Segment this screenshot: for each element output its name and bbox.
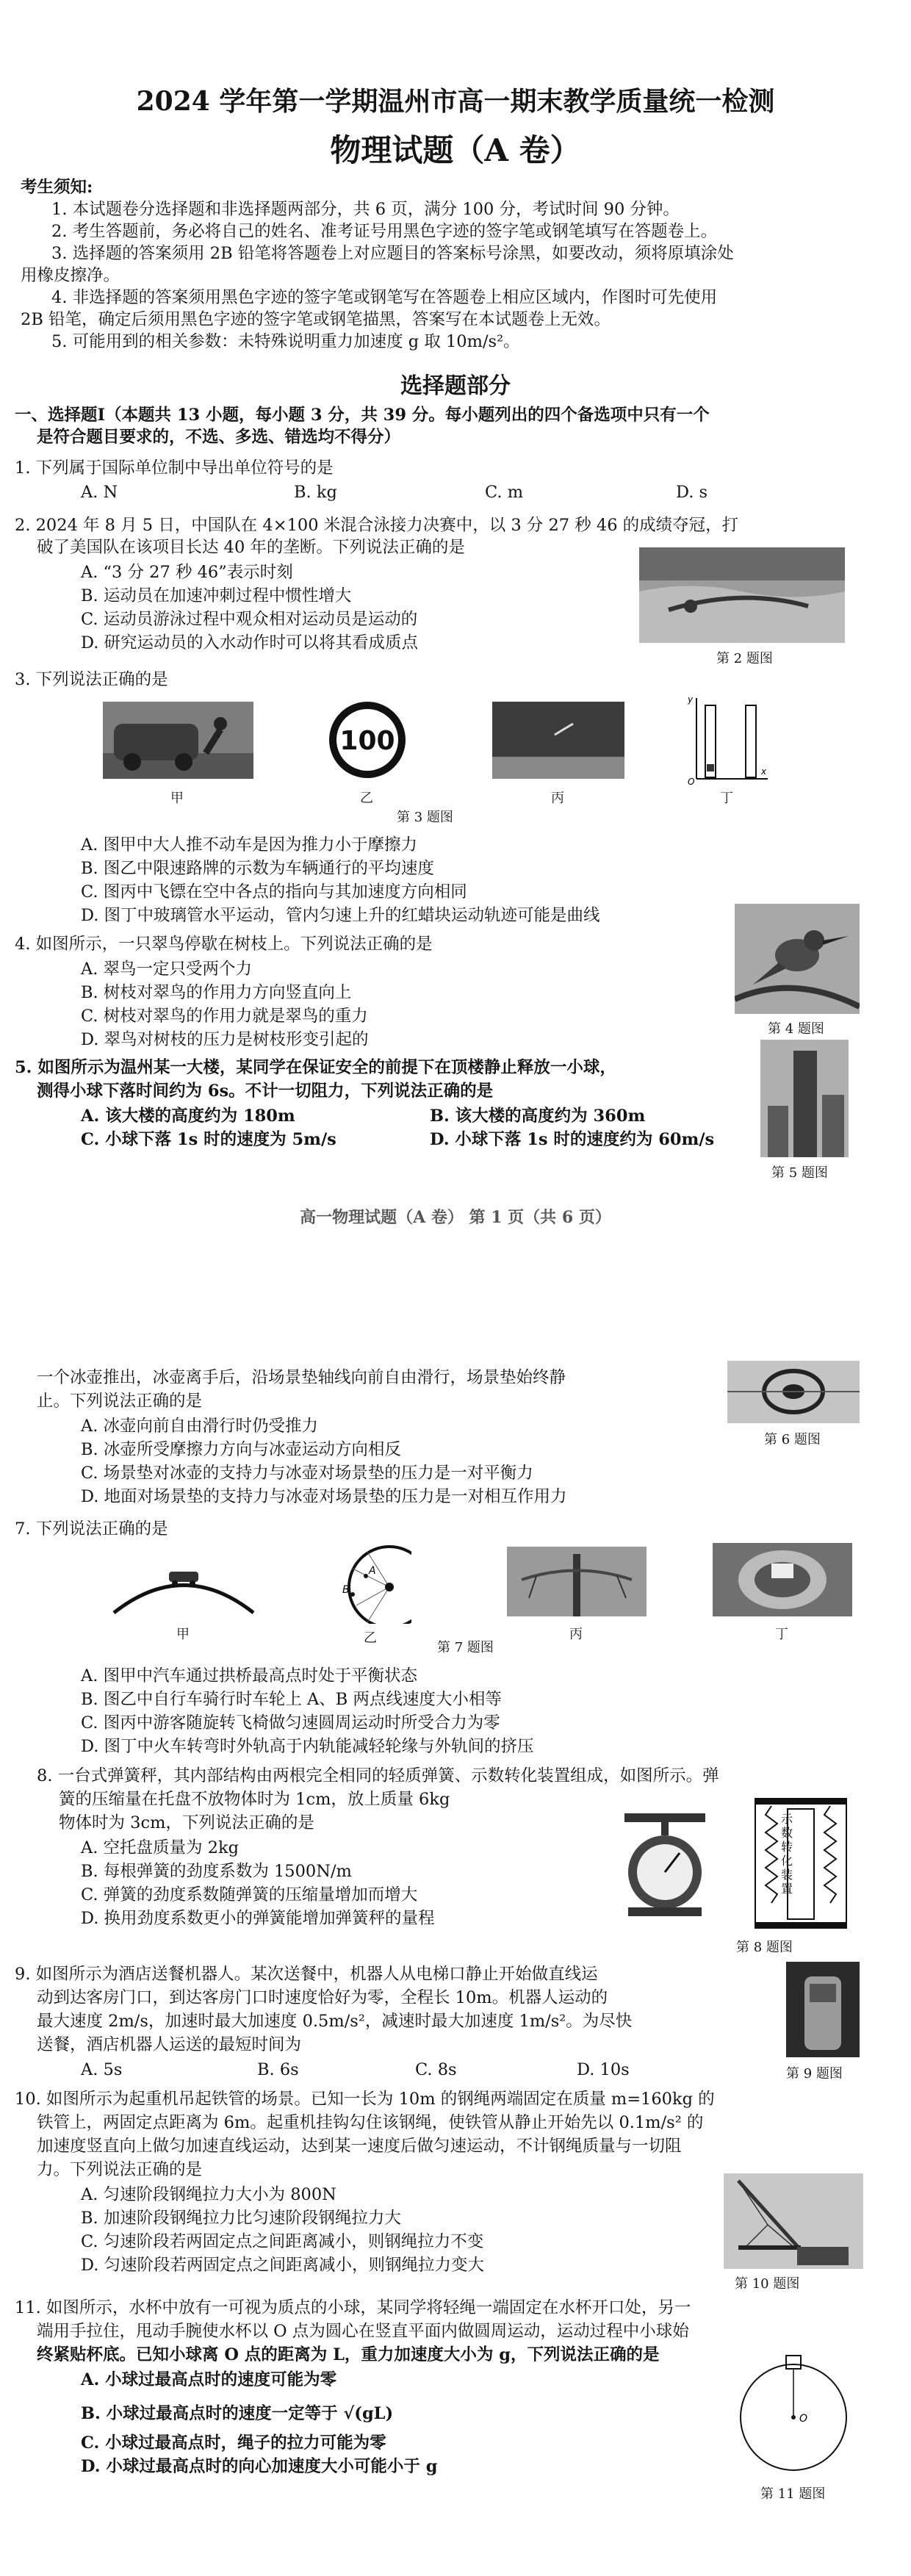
q8-option-c: C. 弹簧的劲度系数随弹簧的压缩量增加而增大 <box>81 1885 418 1904</box>
exam-page-2 <box>0 1345 911 2576</box>
q4-option-c: C. 树枝对翠鸟的作用力就是翠鸟的重力 <box>81 1007 368 1026</box>
q10-stem: 加速度竖直向上做匀加速直线运动，达到某一速度后做匀速运动，不计钢绳质量与一切阻 <box>37 2137 682 2156</box>
curling-mat-photo <box>727 1361 860 1423</box>
q2-option-c: C. 运动员游泳过程中观众相对运动员是运动的 <box>81 610 418 629</box>
q3-label-ding: 丁 <box>720 791 733 806</box>
q10-option-a: A. 匀速阶段钢绳拉力大小为 800N <box>81 2185 336 2204</box>
q3-option-c: C. 图丙中飞镖在空中各点的指向与其加速度方向相同 <box>81 882 467 902</box>
q7-label-bing: 丙 <box>569 1627 583 1642</box>
crane-photo <box>724 2173 863 2269</box>
q7-label-ding: 丁 <box>775 1627 788 1642</box>
exam-subtitle: 物理试题（A 卷） <box>330 132 581 168</box>
dart-photo <box>492 702 624 779</box>
q1-option-a: A. N <box>81 483 118 502</box>
q4-caption: 第 4 题图 <box>768 1021 824 1037</box>
q10-stem: 铁管上，两固定点距离为 6m。起重机挂钩勾住该钢绳，使铁管从静止开始先以 0.1m/s² 的 <box>37 2113 704 2132</box>
q8-caption: 第 8 题图 <box>736 1940 793 1955</box>
q2-option-a: A. “3 分 27 秒 46”表示时刻 <box>81 563 293 582</box>
q10-option-d: D. 匀速阶段若两固定点之间距离减小，则钢绳拉力变大 <box>81 2256 485 2275</box>
q11-stem: 端用手拉住，甩动手腕使水杯以 O 点为圆心在竖直平面内做圆周运动，运动过程中小球始 <box>37 2322 689 2341</box>
axis-label-origin: O <box>688 777 695 786</box>
q7-option-d: D. 图丁中火车转弯时外轨高于内轨能减轻轮缘与外轨间的挤压 <box>81 1737 534 1756</box>
q2-option-b: B. 运动员在加速冲刺过程中惯性增大 <box>81 586 352 605</box>
notice-line: 3. 选择题的答案须用 2B 铅笔将答题卷上对应题目的答案标号涂黑，如要改动，须将原填涂处 <box>51 244 734 263</box>
q9-option-c: C. 8s <box>415 2060 457 2079</box>
q4-option-a: A. 翠鸟一定只受两个力 <box>81 960 253 979</box>
q5-stem: 5. 如图所示为温州某一大楼，某同学在保证安全的前提下在顶楼静止释放一小球， <box>15 1058 616 1077</box>
q6-caption: 第 6 题图 <box>764 1432 821 1447</box>
center-o-label: O <box>799 2413 808 2425</box>
q5-caption: 第 5 题图 <box>771 1165 828 1181</box>
q8-option-a: A. 空托盘质量为 2kg <box>81 1838 240 1857</box>
q3-label-jia: 甲 <box>170 791 184 806</box>
swimmer-photo <box>639 547 845 643</box>
train-turn-photo <box>713 1543 852 1616</box>
arch-bridge-car-figure <box>110 1554 257 1616</box>
spring-scale-structure-diagram <box>749 1793 852 1932</box>
q4-option-b: B. 树枝对翠鸟的作用力方向竖直向上 <box>81 983 352 1002</box>
q1-option-c: C. m <box>485 483 524 502</box>
q11-stem: 11. 如图所示，水杯中放有一可视为质点的小球，某同学将轻绳一端固定在水杯开口处，另一 <box>15 2298 691 2317</box>
section-title: 选择题部分 <box>400 373 511 399</box>
q2-stem: 2. 2024 年 8 月 5 日，中国队在 4×100 米混合泳接力决赛中，以 3 分 27 秒 46 的成绩夺冠，打 <box>15 516 739 535</box>
q6-stem: 一个冰壶推出，冰壶离手后，沿场景垫轴线向前自由滑行，场景垫始终静 <box>37 1368 566 1387</box>
q9-stem: 最大速度 2m/s，加速时最大加速度 0.5m/s²，减速时最大加速度 1m/s²。为尽快 <box>37 2012 633 2031</box>
q3-label-bing: 丙 <box>551 791 564 806</box>
q5-option-c: C. 小球下落 1s 时的速度为 5m/s <box>81 1130 336 1149</box>
q3-caption: 第 3 题图 <box>397 810 453 825</box>
q6-option-c: C. 场景垫对冰壶的支持力与冰壶对场景垫的压力是一对平衡力 <box>81 1464 533 1483</box>
q7-option-c: C. 图丙中游客随旋转飞椅做匀速圆周运动时所受合力为零 <box>81 1713 500 1733</box>
q9-stem: 9. 如图所示为酒店送餐机器人。某次送餐中，机器人从电梯口静止开始做直线运 <box>15 1965 598 1984</box>
notice-line: 5. 可能用到的相关参数：未特殊说明重力加速度 g 取 10m/s²。 <box>51 332 520 351</box>
q6-option-b: B. 冰壶所受摩擦力方向与冰壶运动方向相反 <box>81 1440 401 1459</box>
vertical-circle-diagram <box>735 2351 852 2476</box>
q3-label-yi: 乙 <box>360 791 373 806</box>
q11-option-d: D. 小球过最高点时的向心加速度大小可能小于 g <box>81 2457 438 2476</box>
notice-line: 4. 非选择题的答案须用黑色字迹的签字笔或钢笔写在答题卷上相应区域内，作图时可先使用 <box>51 288 718 307</box>
q1-option-d: D. s <box>676 483 708 502</box>
page-footer: 高一物理试题（A 卷） 第 1 页（共 6 页） <box>300 1208 611 1227</box>
q7-label-yi: 乙 <box>364 1630 377 1646</box>
q9-option-a: A. 5s <box>81 2060 123 2079</box>
q2-stem: 破了美国队在该项目长达 40 年的垄断。下列说法正确的是 <box>37 538 465 557</box>
q10-stem: 力。下列说法正确的是 <box>37 2160 203 2179</box>
part1-instructions: 是符合题目要求的，不选、多选、错选均不得分） <box>37 428 401 447</box>
exam-page-1 <box>0 0 911 1227</box>
bicycle-wheel-figure <box>323 1543 411 1624</box>
speed-limit-value: 100 <box>339 726 395 756</box>
q10-option-b: B. 加速阶段钢绳拉力比匀速阶段钢绳拉力大 <box>81 2209 401 2228</box>
spring-scale-photo <box>610 1807 720 1918</box>
exam-title: 2024 学年第一学期温州市高一期末教学质量统一检测 <box>136 86 775 117</box>
axis-label-y: y <box>688 694 694 705</box>
q10-stem: 10. 如图所示为起重机吊起铁管的场景。已知一长为 10m 的钢绳两端固定在质量 m=160kg 的 <box>15 2090 715 2109</box>
notice-line: 用橡皮擦净。 <box>21 266 120 285</box>
q5-option-a: A. 该大楼的高度约为 180m <box>81 1107 295 1126</box>
red-wax-tube-diagram <box>683 691 771 786</box>
q11-option-a: A. 小球过最高点时的速度可能为零 <box>81 2370 337 2389</box>
notice-line: 1. 本试题卷分选择题和非选择题两部分，共 6 页，满分 100 分，考试时间 90 分钟。 <box>51 200 680 219</box>
q11-stem: 终紧贴杯底。已知小球离 O 点的距离为 L，重力加速度大小为 g，下列说法正确的是 <box>37 2345 660 2364</box>
building-photo <box>760 1040 849 1157</box>
q2-option-d: D. 研究运动员的入水动作时可以将其看成质点 <box>81 633 419 652</box>
q9-stem: 送餐，酒店机器人运送的最短时间为 <box>37 2035 302 2054</box>
q7-option-b: B. 图乙中自行车骑行时车轮上 A、B 两点线速度大小相等 <box>81 1690 502 1709</box>
q3-option-a: A. 图甲中大人推不动车是因为推力小于摩擦力 <box>81 835 418 855</box>
kingfisher-photo <box>735 904 860 1014</box>
q3-option-d: D. 图丁中玻璃管水平运动，管内匀速上升的红蜡块运动轨迹可能是曲线 <box>81 906 600 925</box>
q11-option-c: C. 小球过最高点时，绳子的拉力可能为零 <box>81 2433 386 2453</box>
q5-option-b: B. 该大楼的高度约为 360m <box>430 1107 646 1126</box>
q9-option-d: D. 10s <box>577 2060 630 2079</box>
swing-ride-photo <box>507 1547 647 1616</box>
notice-line: 2. 考生答题前，务必将自己的姓名、准考证号用黑色字迹的签字笔或钢笔填写在答题卷上。 <box>51 222 718 241</box>
push-car-photo <box>103 702 253 779</box>
q4-option-d: D. 翠鸟对树枝的压力是树枝形变引起的 <box>81 1030 369 1049</box>
q3-option-b: B. 图乙中限速路牌的示数为车辆通行的平均速度 <box>81 859 434 878</box>
q9-caption: 第 9 题图 <box>786 2066 843 2082</box>
q6-stem: 止。下列说法正确的是 <box>37 1392 203 1411</box>
q5-stem: 测得小球下落时间约为 6s。不计一切阻力，下列说法正确的是 <box>37 1082 494 1101</box>
q4-stem: 4. 如图所示，一只翠鸟停歇在树枝上。下列说法正确的是 <box>15 935 433 954</box>
q6-option-d: D. 地面对场景垫的支持力与冰壶对场景垫的压力是一对相互作用力 <box>81 1487 567 1506</box>
axis-label-x: x <box>761 766 767 777</box>
point-a-label: A <box>369 1565 376 1577</box>
q1-option-b: B. kg <box>294 483 337 502</box>
conversion-device-label: 示数转化装置 <box>781 1812 793 1896</box>
q10-option-c: C. 匀速阶段若两固定点之间距离减小，则钢绳拉力不变 <box>81 2232 484 2251</box>
q1-stem: 1. 下列属于国际单位制中导出单位符号的是 <box>15 458 334 478</box>
q8-option-d: D. 换用劲度系数更小的弹簧能增加弹簧秤的量程 <box>81 1909 435 1928</box>
q7-label-jia: 甲 <box>176 1627 190 1642</box>
q11-option-b: B. 小球过最高点时的速度一定等于 √(gL) <box>81 2404 394 2423</box>
q11-caption: 第 11 题图 <box>760 2486 826 2502</box>
notice-line: 2B 铅笔，确定后须用黑色字迹的签字笔或钢笔描黑，答案写在本试题卷上无效。 <box>21 310 611 329</box>
q10-caption: 第 10 题图 <box>735 2276 800 2292</box>
q8-stem: 物体时为 3cm，下列说法正确的是 <box>59 1813 314 1832</box>
page-gap <box>0 1227 911 1345</box>
q7-caption: 第 7 题图 <box>437 1640 494 1655</box>
q7-stem: 7. 下列说法正确的是 <box>15 1519 168 1539</box>
part1-instructions: 一、选择题Ⅰ（本题共 13 小题，每小题 3 分，共 39 分。每小题列出的四个备选项中只有一个 <box>15 406 710 425</box>
speed-limit-sign <box>323 698 411 782</box>
delivery-robot-photo <box>786 1962 860 2057</box>
q7-option-a: A. 图甲中汽车通过拱桥最高点时处于平衡状态 <box>81 1666 418 1685</box>
point-b-label: B <box>342 1584 350 1596</box>
q9-stem: 动到达客房门口，到达客房门口时速度恰好为零，全程长 10m。机器人运动的 <box>37 1988 608 2007</box>
q8-stem: 8. 一台式弹簧秤，其内部结构由两根完全相同的轻质弹簧、示数转化装置组成，如图所示。弹 <box>37 1766 719 1785</box>
q9-option-b: B. 6s <box>257 2060 299 2079</box>
notice-heading: 考生须知: <box>21 178 93 197</box>
q5-option-d: D. 小球下落 1s 时的速度约为 60m/s <box>430 1130 715 1149</box>
q6-option-a: A. 冰壶向前自由滑行时仍受推力 <box>81 1417 319 1436</box>
q8-option-b: B. 每根弹簧的劲度系数为 1500N/m <box>81 1862 352 1881</box>
q3-stem: 3. 下列说法正确的是 <box>15 670 168 689</box>
q8-stem: 簧的压缩量在托盘不放物体时为 1cm，放上质量 6kg <box>59 1790 450 1809</box>
q2-caption: 第 2 题图 <box>716 651 773 666</box>
